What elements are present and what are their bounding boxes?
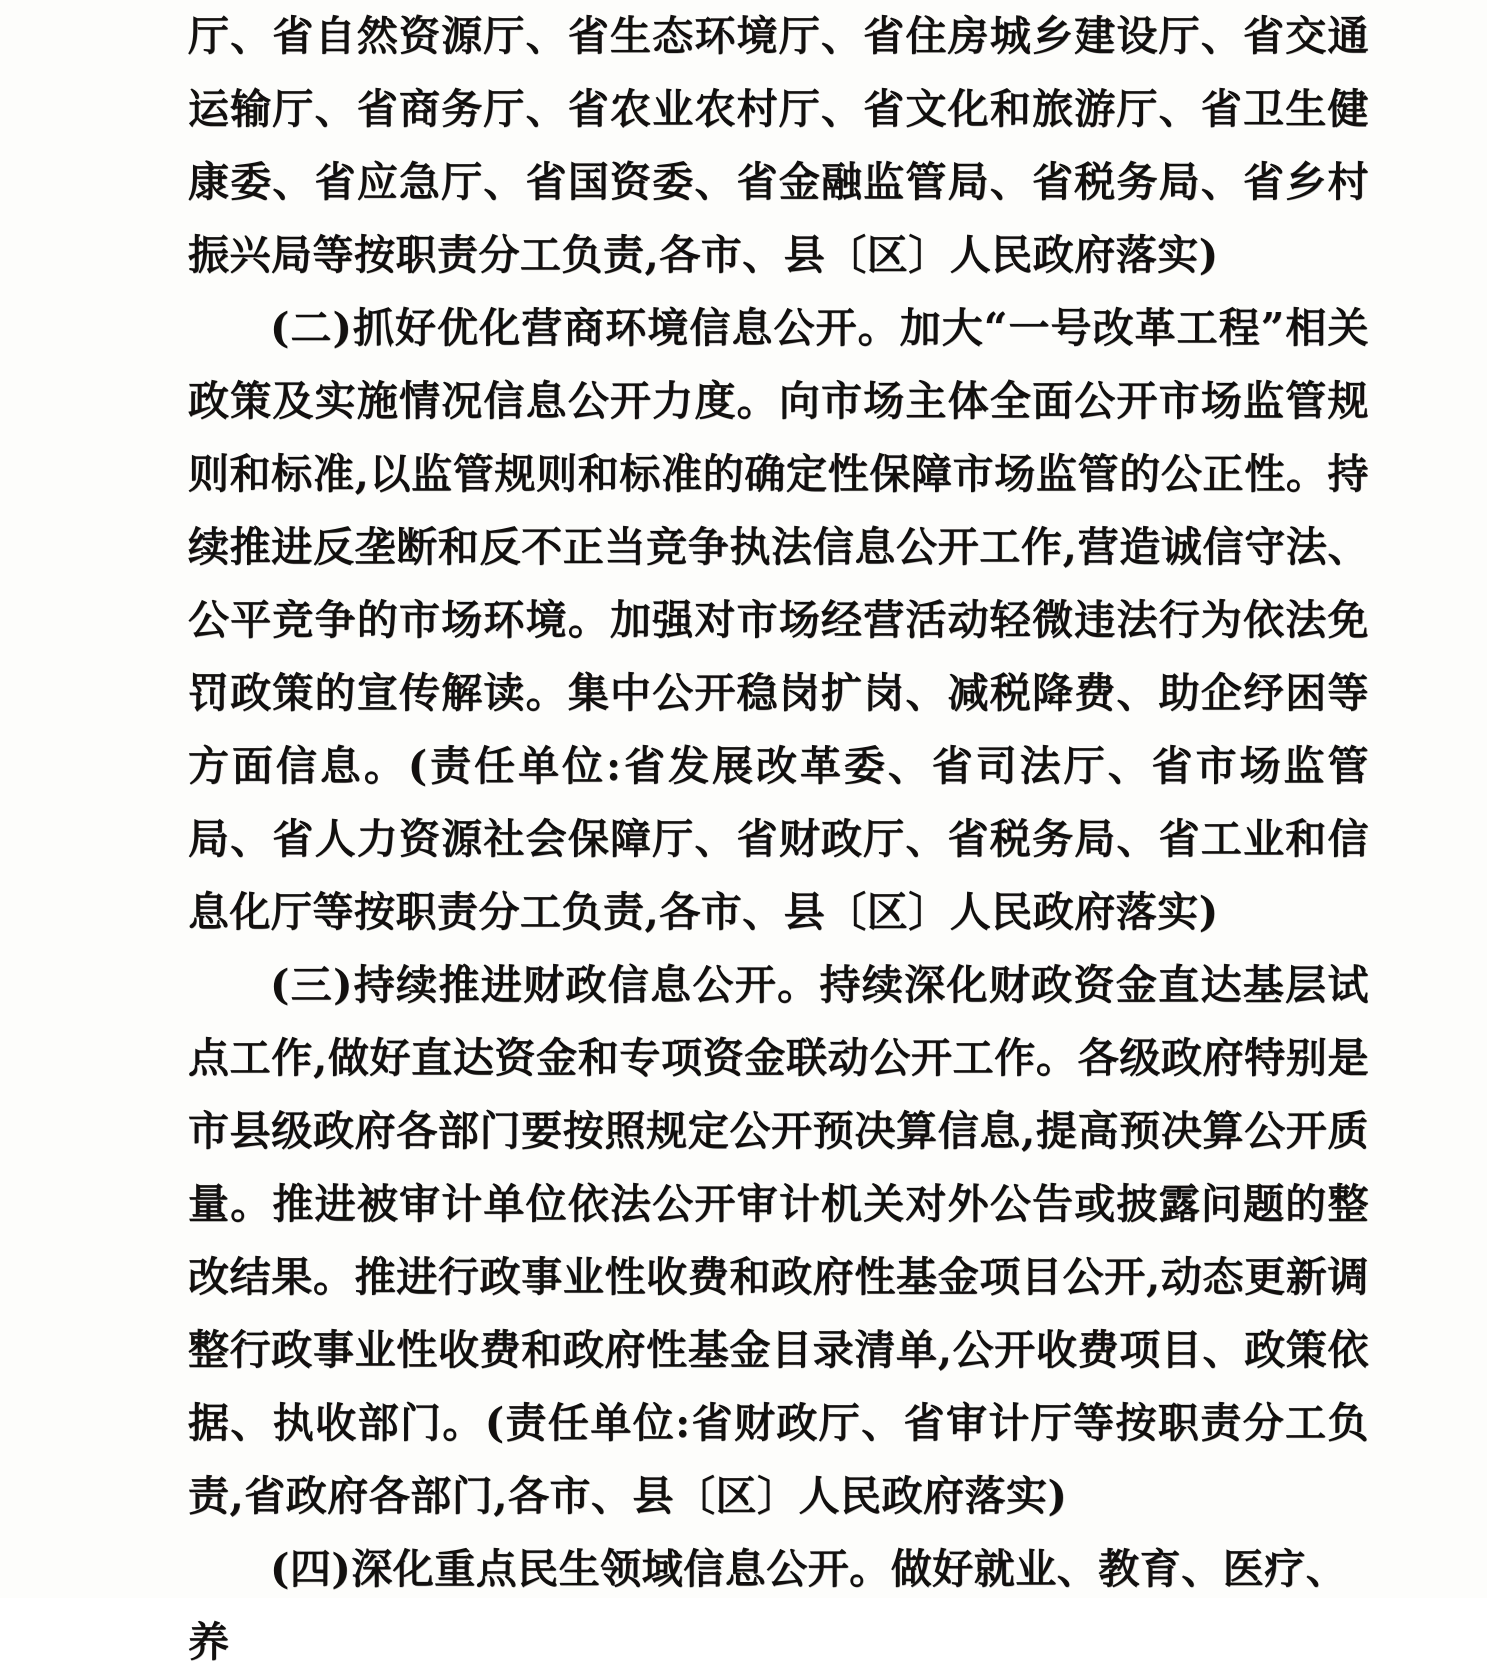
paragraph-section-four: (四)深化重点民生领域信息公开。做好就业、教育、医疗、养: [188, 1545, 1348, 1666]
document-body: [188, 0, 1369, 1679]
paragraph-continuation: 厅、省自然资源厅、省生态环境厅、省住房城乡建设厅、省交通运输厅、省商务厅、省农业农村厅、省文化和旅游厅、省卫生健康委、省应急厅、省国资委、省金融监管局、省税务局、省乡村振兴局等按职责分工负责,各市、县〔区〕人民政府落实): [188, 12, 1369, 279]
paragraph-section-three: (三)持续推进财政信息公开。持续深化财政资金直达基层试点工作,做好直达资金和专项资金联动公开工作。各级政府特别是市县级政府各部门要按照规定公开预决算信息,提高预决算公开质量。推进被审计单位依法公开审计机关对外公告或披露问题的整改结果。推进行政事业性收费和政府性基金项目公开,动态更新调整行政事业性收费和政府性基金目录清单,公开收费项目、政策依据、执收部门。(责任单位:省财政厅、省审计厅等按职责分工负责,省政府各部门,各市、县〔区〕人民政府落实): [188, 961, 1369, 1520]
paragraph-section-two: (二)抓好优化营商环境信息公开。加大“一号改革工程”相关政策及实施情况信息公开力度。向市场主体全面公开市场监管规则和标准,以监管规则和标准的确定性保障市场监管的公正性。持续推进反垄断和反不正当竞争执法信息公开工作,营造诚信守法、公平竞争的市场环境。加强对市场经营活动轻微违法行为依法免罚政策的宣传解读。集中公开稳岗扩岗、减税降费、助企纾困等方面信息。(责任单位:省发展改革委、省司法厅、省市场监管局、省人力资源社会保障厅、省财政厅、省税务局、省工业和信息化厅等按职责分工负责,各市、县〔区〕人民政府落实): [188, 304, 1369, 936]
